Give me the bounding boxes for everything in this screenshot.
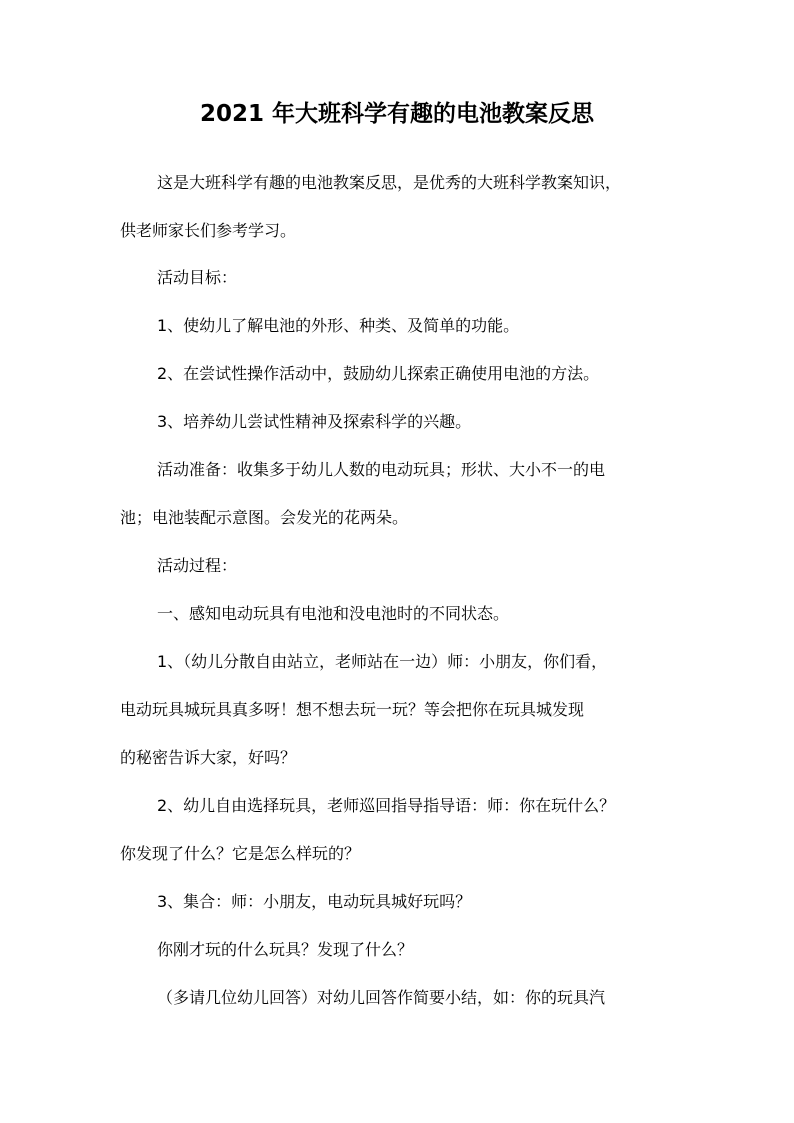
paragraph-line: 2、在尝试性操作活动中，鼓励幼儿探索正确使用电池的方法。: [157, 364, 600, 383]
paragraph-line: 1、（幼儿分散自由站立，老师站在一边）师：小朋友，你们看，: [157, 652, 608, 671]
paragraph-line: （多请几位幼儿回答）对幼儿回答作简要小结，如：你的玩具汽: [157, 988, 606, 1007]
paragraph-line: 电动玩具城玩具真多呀！想不想去玩一玩？等会把你在玩具城发现: [120, 700, 585, 719]
paragraph-line: 活动准备：收集多于幼儿人数的电动玩具；形状、大小不一的电: [157, 460, 606, 479]
paragraph-line: 活动过程：: [157, 556, 238, 575]
paragraph-line: 你发现了什么？它是怎么样玩的？: [120, 844, 361, 863]
paragraph-line: 1、使幼儿了解电池的外形、种类、及简单的功能。: [157, 316, 520, 335]
paragraph-line: 3、集合：师：小朋友，电动玩具城好玩吗？: [157, 892, 472, 911]
paragraph-line: 这是大班科学有趣的电池教案反思，是优秀的大班科学教案知识，: [157, 173, 622, 192]
paragraph-line: 池；电池装配示意图。会发光的花两朵。: [120, 508, 409, 527]
paragraph-line: 供老师家长们参考学习。: [120, 221, 297, 240]
paragraph-line: 活动目标：: [157, 268, 238, 287]
paragraph-line: 2、幼儿自由选择玩具，老师巡回指导指导语：师：你在玩什么？: [157, 796, 616, 815]
paragraph-line: 3、培养幼儿尝试性精神及探索科学的兴趣。: [157, 412, 472, 431]
document-title: 2021 年大班科学有趣的电池教案反思: [199, 101, 595, 127]
paragraph-line: 你刚才玩的什么玩具？发现了什么？: [157, 940, 414, 959]
paragraph-line: 一、感知电动玩具有电池和没电池时的不同状态。: [157, 604, 510, 623]
paragraph-line: 的秘密告诉大家，好吗？: [120, 748, 297, 767]
